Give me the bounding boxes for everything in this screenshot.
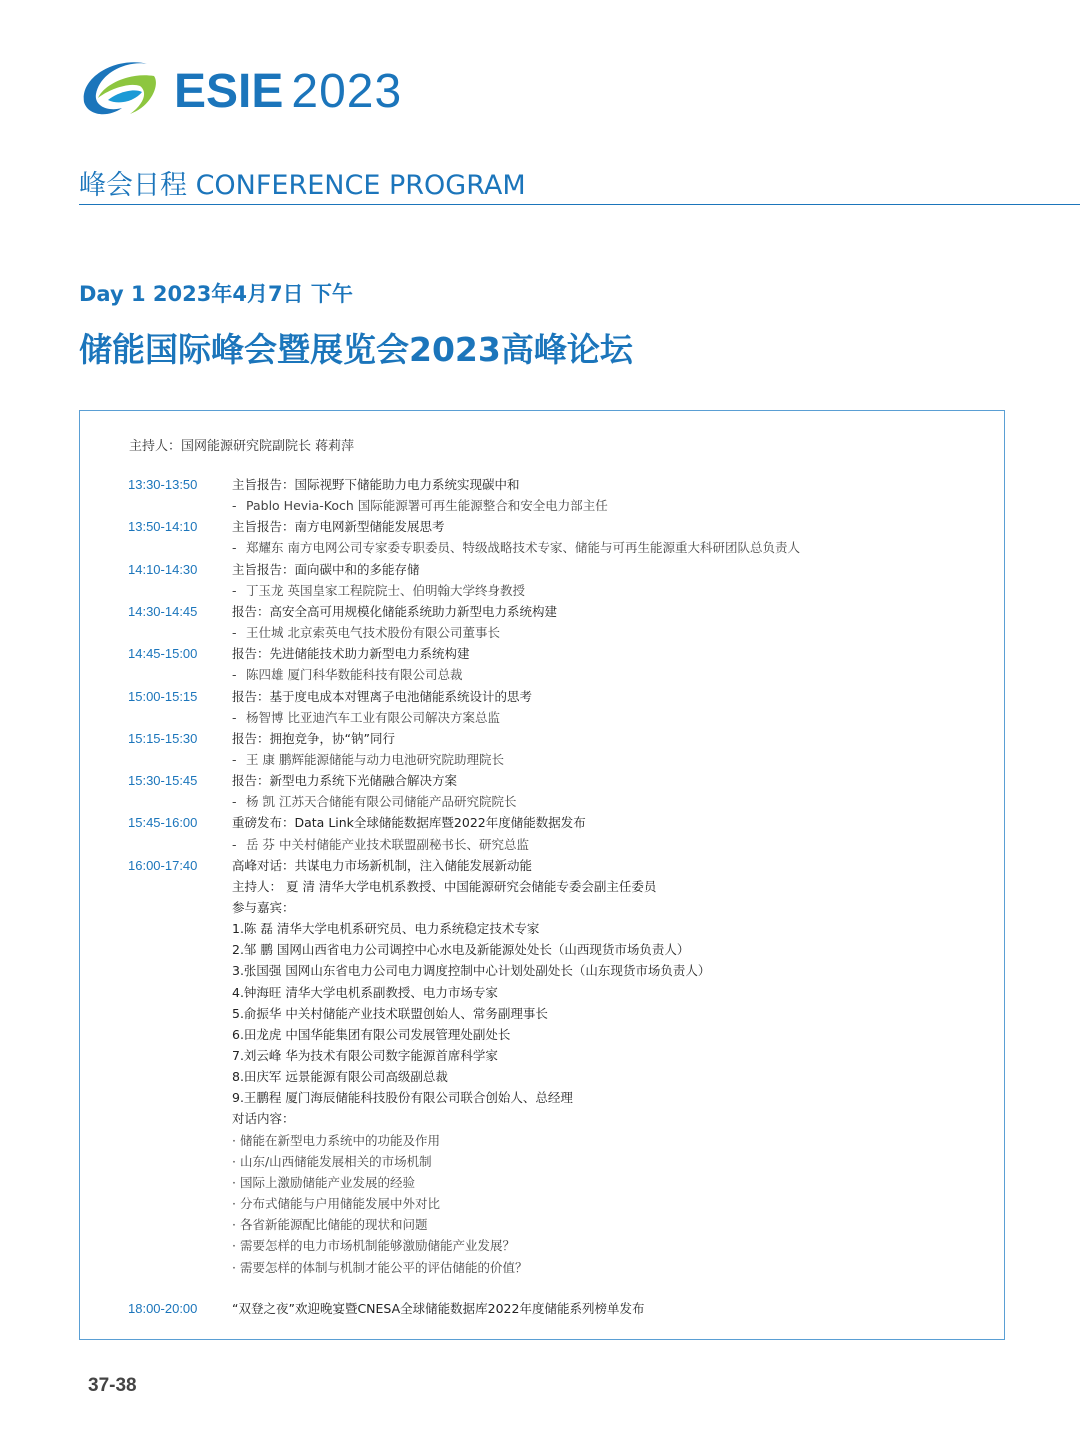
session-title: 报告：新型电力系统下光储融合解决方案 (232, 773, 458, 788)
time-slot: 13:30-13:50 (128, 477, 198, 492)
dash-marker: - (232, 583, 237, 598)
speaker-line (232, 834, 529, 855)
speaker-text: 陈四雄 厦门科华数能科技有限公司总裁 (246, 667, 463, 682)
time-slot: 14:10-14:30 (128, 562, 198, 577)
schedule-row (80, 728, 1006, 749)
speaker-text: 杨 凯 江苏天合储能有限公司储能产品研究院院长 (246, 794, 517, 809)
schedule-row (80, 1151, 1006, 1172)
speaker-line (232, 622, 500, 643)
discussion-topic: · 国际上激励储能产业发展的经验 (232, 1175, 415, 1190)
brand-name: ESIE (174, 65, 284, 118)
schedule-row (80, 516, 1006, 537)
schedule-row (80, 664, 1006, 685)
session-title: 对话内容： (232, 1111, 295, 1126)
session-title: 9.王鹏程 厦门海辰储能科技股份有限公司联合创始人、总经理 (232, 1090, 573, 1105)
schedule-row (80, 918, 1006, 939)
section-title: 峰会日程 CONFERENCE PROGRAM (79, 170, 526, 201)
schedule-row (80, 770, 1006, 791)
session-title: 主持人： 夏 清 清华大学电机系教授、中国能源研究会储能专委会副主任委员 (232, 879, 657, 894)
schedule-row (80, 1257, 1006, 1278)
schedule-row (80, 791, 1006, 812)
schedule-row (80, 1298, 1006, 1319)
esie-swoosh-icon (78, 54, 162, 124)
session-title: 报告：基于度电成本对锂离子电池储能系统设计的思考 (232, 689, 533, 704)
dash-marker: - (232, 710, 237, 725)
speaker-text: 杨智博 比亚迪汽车工业有限公司解决方案总监 (246, 710, 500, 725)
schedule-row (80, 1214, 1006, 1235)
discussion-topic: · 各省新能源配比储能的现状和问题 (232, 1217, 428, 1232)
session-title: 主旨报告：国际视野下储能助力电力系统实现碳中和 (232, 477, 520, 492)
speaker-text: 岳 芬 中关村储能产业技术联盟副秘书长、研究总监 (246, 837, 529, 852)
schedule-row (80, 1066, 1006, 1087)
day-heading: Day 1 2023年4月7日 下午 (79, 282, 353, 306)
esie-logo (78, 54, 403, 126)
speaker-line (232, 749, 504, 770)
session-title: 1.陈 磊 清华大学电机系研究员、电力系统稳定技术专家 (232, 921, 540, 936)
discussion-topic: · 需要怎样的电力市场机制能够激励储能产业发展？ (232, 1238, 515, 1253)
session-title: 4.钟海旺 清华大学电机系副教授、电力市场专家 (232, 985, 498, 1000)
schedule-row (80, 1130, 1006, 1151)
program-box (79, 410, 1005, 1340)
session-title: “双登之夜”欢迎晚宴暨CNESA全球储能数据库2022年度储能系列榜单发布 (232, 1301, 645, 1316)
schedule-row (80, 622, 1006, 643)
schedule-row (80, 876, 1006, 897)
schedule-row (80, 474, 1006, 495)
session-title: 主旨报告：面向碳中和的多能存储 (232, 562, 420, 577)
discussion-topic: · 储能在新型电力系统中的功能及作用 (232, 1133, 440, 1148)
session-title: 高峰对话：共谋电力市场新机制，注入储能发展新动能 (232, 858, 533, 873)
brand-year: 2023 (291, 65, 403, 118)
schedule-row (80, 749, 1006, 770)
session-title: 5.俞振华 中关村储能产业技术联盟创始人、常务副理事长 (232, 1006, 548, 1021)
speaker-text: Pablo Hevia-Koch 国际能源署可再生能源整合和安全电力部主任 (246, 498, 608, 513)
schedule-row (80, 537, 1006, 558)
host-line: 主持人：国网能源研究院副院长 蒋莉萍 (129, 439, 355, 454)
forum-title: 储能国际峰会暨展览会2023高峰论坛 (79, 330, 633, 369)
speaker-line (232, 791, 516, 812)
speaker-line (232, 537, 800, 558)
session-title: 8.田庆军 远景能源有限公司高级副总裁 (232, 1069, 448, 1084)
speaker-line (232, 580, 525, 601)
schedule-row (80, 1172, 1006, 1193)
dash-marker: - (232, 540, 237, 555)
dash-marker: - (232, 837, 237, 852)
schedule-row (80, 686, 1006, 707)
schedule-row (80, 1108, 1006, 1129)
schedule-row (80, 1087, 1006, 1108)
dash-marker: - (232, 752, 237, 767)
time-slot: 15:45-16:00 (128, 815, 198, 830)
schedule-row (80, 855, 1006, 876)
session-title: 2.邹 鹏 国网山西省电力公司调控中心水电及新能源处处长（山西现货市场负责人） (232, 942, 690, 957)
session-title: 报告：先进储能技术助力新型电力系统构建 (232, 646, 470, 661)
time-slot: 15:15-15:30 (128, 731, 198, 746)
page-number: 37-38 (88, 1375, 137, 1396)
speaker-line (232, 495, 608, 516)
schedule-row (80, 580, 1006, 601)
dash-marker: - (232, 794, 237, 809)
session-title: 主旨报告：南方电网新型储能发展思考 (232, 519, 445, 534)
discussion-topic: · 山东/山西储能发展相关的市场机制 (232, 1154, 432, 1169)
schedule-row (80, 495, 1006, 516)
schedule-row (80, 601, 1006, 622)
schedule-row (80, 982, 1006, 1003)
speaker-text: 郑耀东 南方电网公司专家委专职委员、特级战略技术专家、储能与可再生能源重大科研团队总负责人 (246, 540, 800, 555)
time-slot: 16:00-17:40 (128, 858, 198, 873)
time-slot: 14:45-15:00 (128, 646, 198, 661)
schedule-row (80, 707, 1006, 728)
schedule-row (80, 1235, 1006, 1256)
time-slot: 14:30-14:45 (128, 604, 198, 619)
dash-marker: - (232, 625, 237, 640)
session-title: 3.张国强 国网山东省电力公司电力调度控制中心计划处副处长（山东现货市场负责人） (232, 963, 711, 978)
time-slot: 15:00-15:15 (128, 689, 198, 704)
time-slot: 18:00-20:00 (128, 1301, 198, 1316)
session-title: 6.田龙虎 中国华能集团有限公司发展管理处副处长 (232, 1027, 511, 1042)
schedule-row (80, 1003, 1006, 1024)
discussion-topic: · 分布式储能与户用储能发展中外对比 (232, 1196, 440, 1211)
section-divider (79, 204, 1080, 205)
schedule-row (80, 939, 1006, 960)
session-title: 报告：拥抱竞争，协“钠”同行 (232, 731, 395, 746)
schedule-row (80, 1024, 1006, 1045)
schedule-row (80, 1045, 1006, 1066)
schedule-row (80, 960, 1006, 981)
speaker-line (232, 707, 500, 728)
speaker-text: 王 康 鹏辉能源储能与动力电池研究院助理院长 (246, 752, 504, 767)
speaker-text: 王仕城 北京索英电气技术股份有限公司董事长 (246, 625, 500, 640)
time-slot: 13:50-14:10 (128, 519, 198, 534)
schedule-row (80, 643, 1006, 664)
dash-marker: - (232, 667, 237, 682)
session-title: 7.刘云峰 华为技术有限公司数字能源首席科学家 (232, 1048, 498, 1063)
dash-marker: - (232, 498, 237, 513)
schedule-row (80, 834, 1006, 855)
schedule-row (80, 1193, 1006, 1214)
session-title: 参与嘉宾： (232, 900, 295, 915)
speaker-text: 丁玉龙 英国皇家工程院院士、伯明翰大学终身教授 (246, 583, 525, 598)
schedule-row (80, 812, 1006, 833)
session-title: 重磅发布：Data Link全球储能数据库暨2022年度储能数据发布 (232, 815, 586, 830)
schedule-row (80, 897, 1006, 918)
time-slot: 15:30-15:45 (128, 773, 198, 788)
speaker-line (232, 664, 462, 685)
discussion-topic: · 需要怎样的体制与机制才能公平的评估储能的价值？ (232, 1260, 528, 1275)
schedule-row (80, 559, 1006, 580)
session-title: 报告：高安全高可用规模化储能系统助力新型电力系统构建 (232, 604, 558, 619)
